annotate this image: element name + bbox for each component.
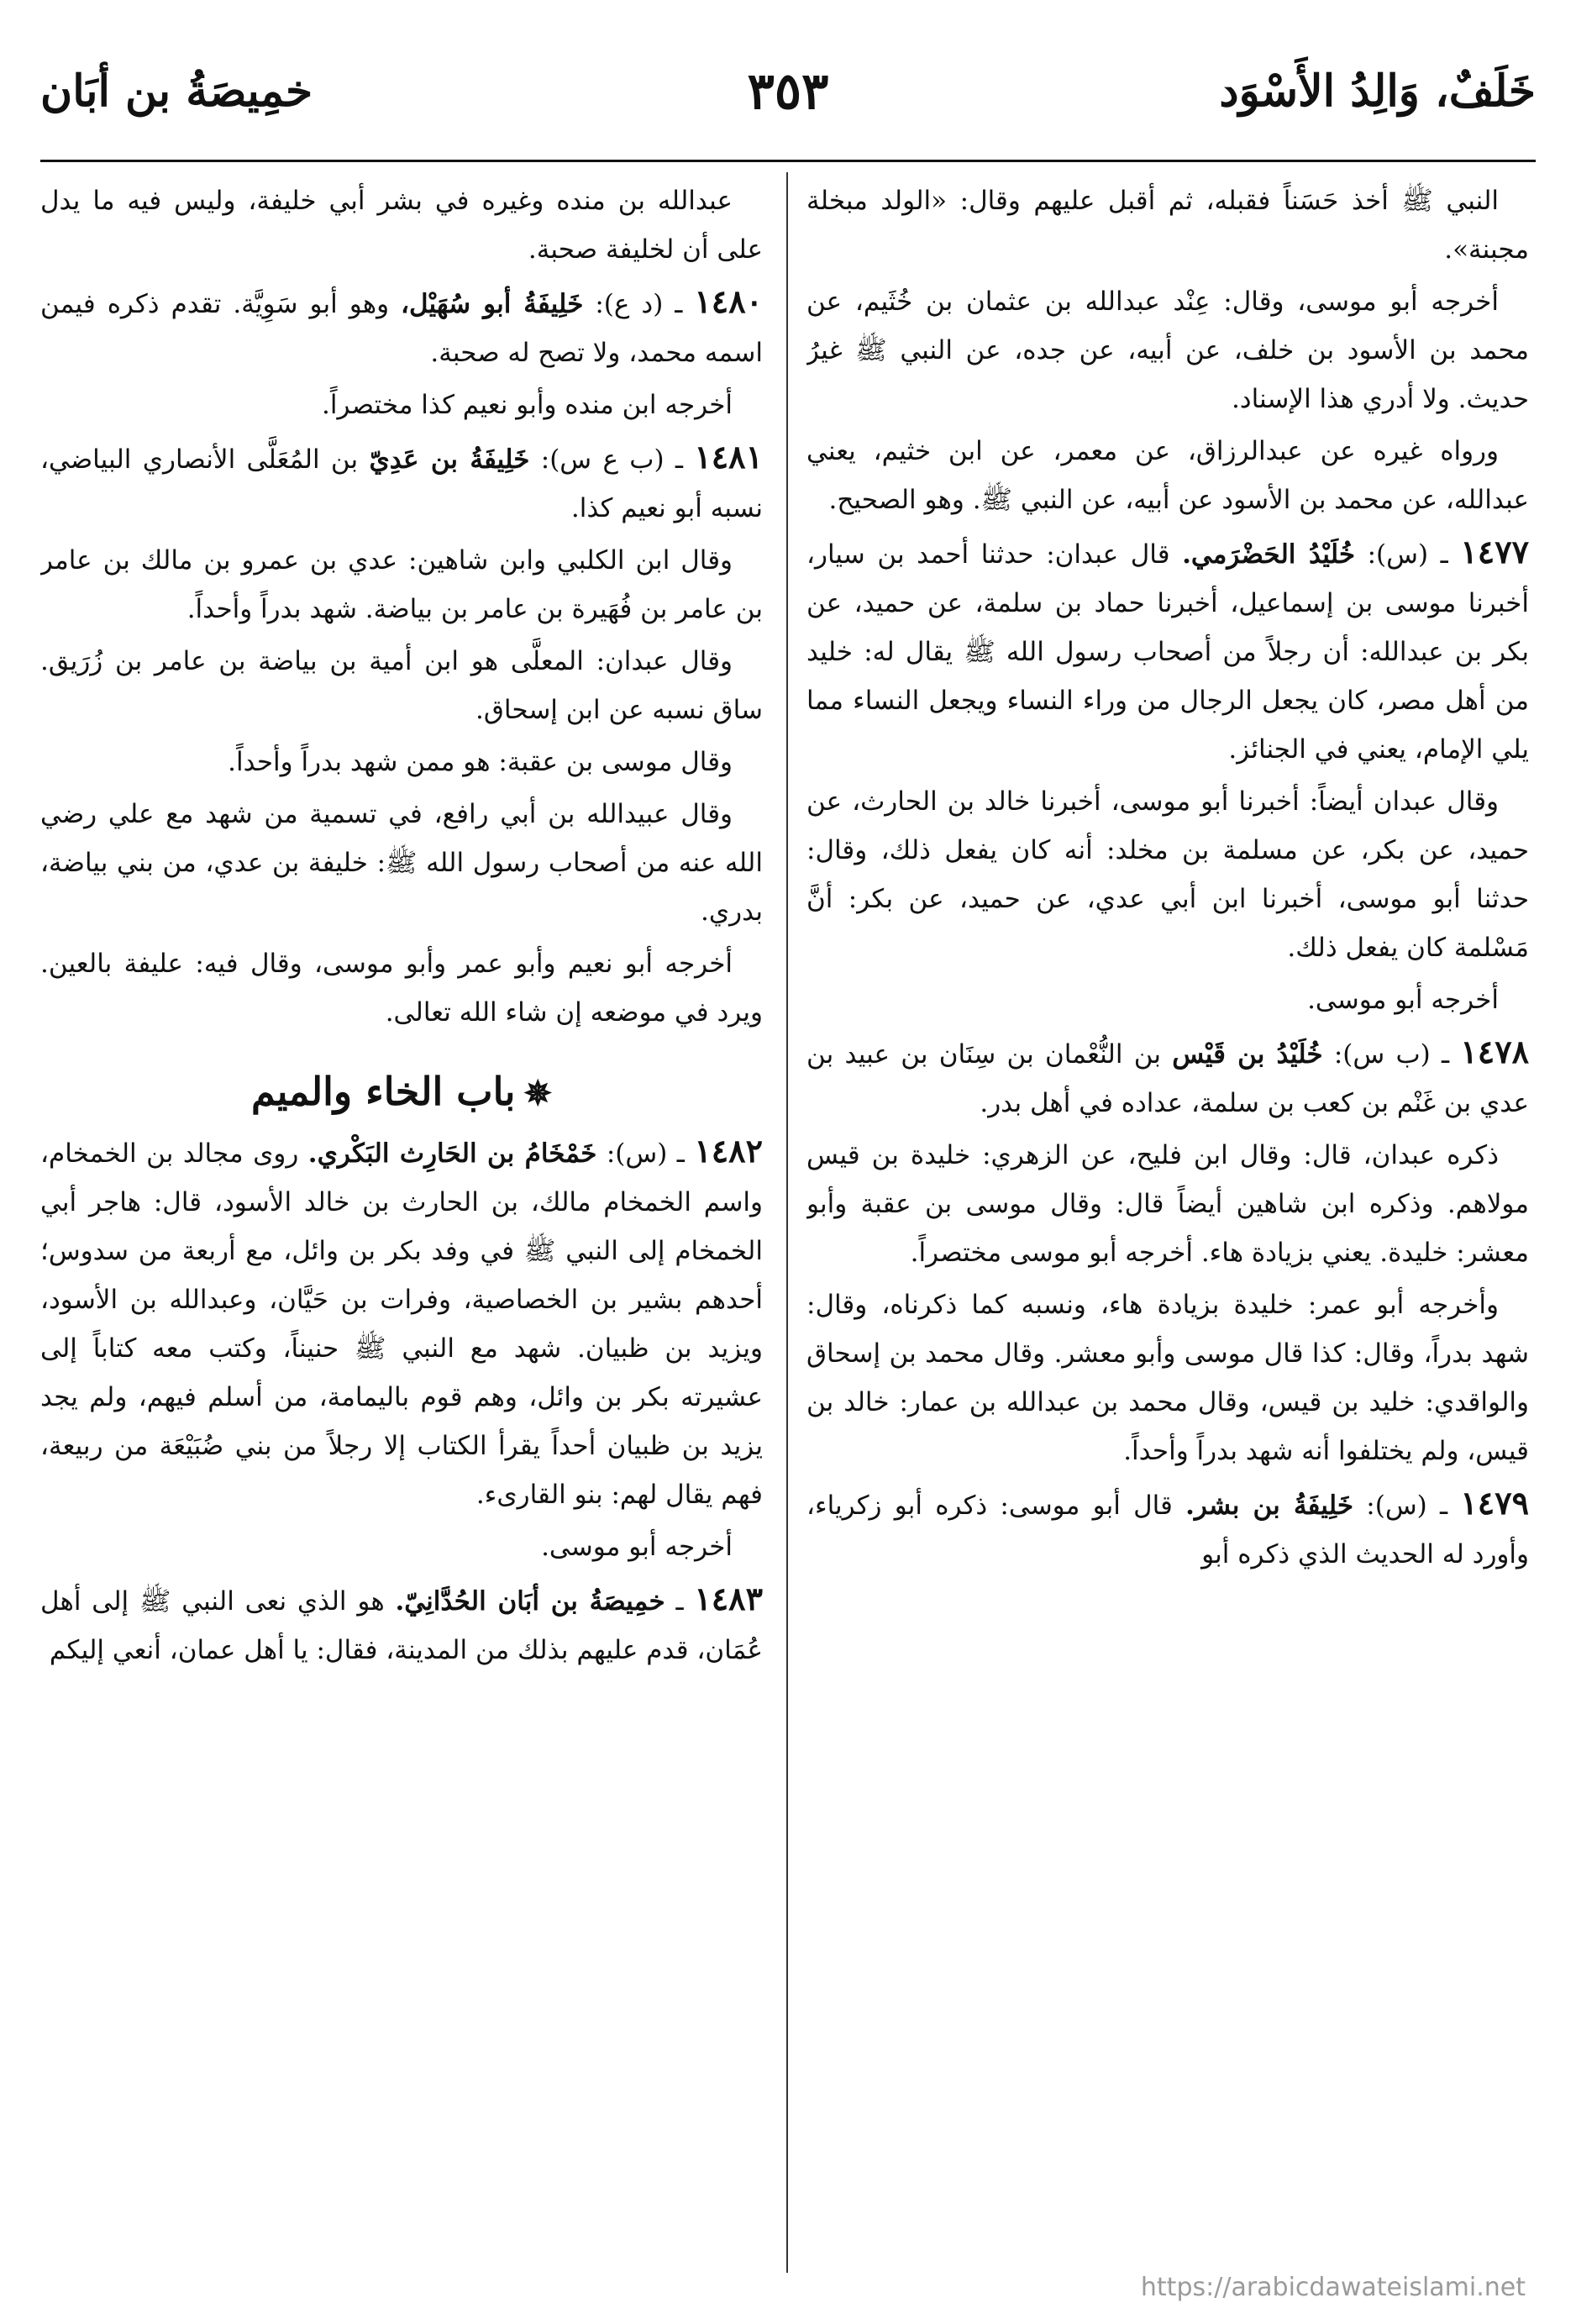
entry-number: ١٤٨١ bbox=[694, 438, 763, 476]
entry-number: ١٤٨٢ bbox=[694, 1132, 763, 1170]
entry-source-code: ـ bbox=[665, 1586, 695, 1617]
paragraph-text: أخرجه أبو موسى. bbox=[541, 1532, 733, 1562]
entry-name: خُلَيْدُ بن قَيْس bbox=[1172, 1039, 1323, 1070]
biography-entry bbox=[806, 528, 1529, 774]
entry-number: ١٤٧٨ bbox=[1460, 1033, 1529, 1070]
paragraph-text: وأخرجه أبو عمر: خليدة بزيادة هاء، ونسبه كما ذكرناه، وقال: شهد بدراً، وقال: كذا قال موسى وأبو معشر. وقال محمد بن إسحاق والواقدي: خليد بن قيس، وقال محمد بن عبدالله بن عمار: خالد بن قيس، ولم يختلفوا أنه شهد بدراً وأحداً. bbox=[806, 1290, 1529, 1466]
entry-name: خُلَيْدُ الحَضْرَمي. bbox=[1182, 539, 1356, 570]
paragraph bbox=[806, 277, 1529, 423]
entry-name: خَلِيفَةُ أبو سُهَيْل، bbox=[401, 289, 584, 319]
entry-source-code: ـ (د ع): bbox=[583, 289, 695, 319]
paragraph bbox=[40, 536, 763, 634]
entry-number: ١٤٧٧ bbox=[1460, 533, 1529, 570]
paragraph-text: النبي ﷺ أخذ حَسَناً فقبله، ثم أقبل عليهم وقال: «الولد مبخلة مجبنة». bbox=[806, 186, 1529, 265]
right-column bbox=[806, 176, 1529, 2277]
biography-entry bbox=[806, 1028, 1529, 1128]
header-rule bbox=[40, 160, 1536, 162]
biography-entry bbox=[40, 1575, 763, 1675]
paragraph bbox=[40, 637, 763, 734]
paragraph-text: عبدالله بن منده وغيره في بشر أبي خليفة، وليس فيه ما يدل على أن لخليفة صحبة. bbox=[40, 186, 763, 265]
paragraph bbox=[40, 939, 763, 1037]
biography-entry bbox=[40, 1127, 763, 1519]
paragraph-text: وقال عبدان أيضاً: أخبرنا أبو موسى، أخبرنا خالد بن الحارث، عن حميد، عن بكر، عن مسلمة بن مخلد: أنه كان يفعل ذلك، وقال: حدثنا أبو موسى، أخبرنا ابن أبي عدي، عن حميد، عن بكر: أنَّ مَسْلمة كان يفعل ذلك. bbox=[806, 786, 1529, 963]
page-number: ٣٥٣ bbox=[747, 62, 829, 121]
paragraph bbox=[40, 381, 763, 429]
paragraph bbox=[40, 738, 763, 786]
paragraph-text: وقال موسى بن عقبة: هو ممن شهد بدراً وأحداً. bbox=[228, 747, 733, 777]
paragraph-text: أخرجه أبو موسى. bbox=[1307, 985, 1499, 1015]
entry-number: ١٤٨٣ bbox=[694, 1580, 763, 1617]
paragraph-text: وقال عبيدالله بن أبي رافع، في تسمية من شهد مع علي رضي الله عنه من أصحاب رسول الله ﷺ: خليفة بن عدي، من بني بياضة، بدري. bbox=[40, 799, 763, 927]
paragraph bbox=[806, 777, 1529, 972]
biography-entry bbox=[40, 277, 763, 377]
entry-source-code: ـ (س): bbox=[596, 1138, 695, 1169]
watermark-url: https://arabicdawateislami.net bbox=[1140, 2273, 1526, 2302]
paragraph bbox=[806, 1131, 1529, 1277]
paragraph-text: وهو أبو سَوِيَّة. تقدم ذكره فيمن اسمه محمد، ولا تصح له صحبة. bbox=[40, 289, 763, 368]
entry-name: خَلِيفَةُ بن بشر. bbox=[1185, 1491, 1354, 1521]
biography-entry bbox=[806, 1479, 1529, 1579]
paragraph-text: ذكره عبدان، قال: وقال ابن فليح، عن الزهري: خليدة بن قيس مولاهم. وذكره ابن شاهين أيضاً قال: وقال موسى بن عقبة وأبو معشر: خليدة. يعني بزيادة هاء. أخرجه أبو موسى مختصراً. bbox=[806, 1140, 1529, 1268]
paragraph bbox=[806, 176, 1529, 274]
paragraph bbox=[40, 1522, 763, 1571]
paragraph bbox=[806, 975, 1529, 1024]
paragraph-text: روى مجالد بن الخمخام، واسم الخمخام مالك، بن الحارث بن خالد الأسود، قال: هاجر أبي الخمخام إلى النبي ﷺ في وفد بكر بن وائل، مع أربعة من سدوس؛ أحدهم بشير بن الخصاصية، وفرات بن حَيَّان، وعبدالله بن الأسود، ويزيد بن ظبيان. شهد مع النبي ﷺ حنيناً، وكتب معه كتاباً إلى عشيرته بكر بن وائل، وهم قوم باليمامة، من أسلم فيهم، ولم يجد يزيد بن ظبيان أحداً يقرأ الكتاب إلا رجلاً من بني ضُبَيْعَة من ربيعة، فهم يقال لهم: بنو القارىء. bbox=[40, 1138, 763, 1510]
paragraph-text: بن المُعَلَّى الأنصاري البياضي، نسبه أبو نعيم كذا. bbox=[40, 444, 763, 523]
paragraph-text: أخرجه أبو نعيم وأبو عمر وأبو موسى، وقال فيه: عليفة بالعين. ويرد في موضعه إن شاء الله تعالى. bbox=[40, 949, 763, 1028]
paragraph-text: وقال عبدان: المعلَّى هو ابن أمية بن بياضة بن عامر بن زُرَيق. ساق نسبه عن ابن إسحاق. bbox=[40, 646, 763, 725]
star-ornament-icon: ✵ bbox=[523, 1074, 552, 1113]
entry-source-code: ـ (ب س): bbox=[1322, 1039, 1461, 1070]
paragraph-text: أخرجه أبو موسى، وقال: عِنْد عبدالله بن عثمان بن خُثَيم، عن محمد بن الأسود بن خلف، عن أبيه، عن جده، عن النبي ﷺ غيرُ حديث. ولا أدري هذا الإسناد. bbox=[806, 287, 1529, 414]
paragraph-text: قال عبدان: حدثنا أحمد بن سيار، أخبرنا موسى بن إسماعيل، أخبرنا حماد بن سلمة، عن حميد، عن بكر بن عبدالله: أن رجلاً من أصحاب رسول الله ﷺ يقال له: خليد من أهل مصر، كان يجعل الرجال من وراء النساء ويجعل النساء مما يلي الإمام، يعني في الجنائز. bbox=[806, 539, 1529, 765]
paragraph-text: هو الذي نعى النبي ﷺ إلى أهل عُمَان، قدم عليهم بذلك من المدينة، فقال: يا أهل عمان، أنعي إليكم bbox=[40, 1586, 763, 1665]
paragraph-text: بن النُّعْمان بن سِنَان بن عبيد بن عدي بن غَنْم بن كعب بن سلمة، عداده في أهل بدر. bbox=[806, 1039, 1529, 1118]
paragraph-text: وقال ابن الكلبي وابن شاهين: عدي بن عمرو بن مالك بن عامر بن عامر بن فُهَيرة بن عامر بن بياضة. شهد بدراً وأحداً. bbox=[40, 545, 763, 624]
biography-entry bbox=[40, 433, 763, 533]
entry-number: ١٤٧٩ bbox=[1460, 1484, 1529, 1522]
paragraph bbox=[40, 790, 763, 936]
left-column bbox=[40, 176, 763, 2277]
paragraph-text: قال أبو موسى: ذكره أبو زكرياء، وأورد له الحديث الذي ذكره أبو bbox=[806, 1491, 1529, 1569]
entry-name: خَمْخَامُ بن الحَارِث البَكْري. bbox=[307, 1138, 597, 1169]
entry-number: ١٤٨٠ bbox=[694, 282, 763, 320]
entry-name: خمِيصَةُ بن أبَان الحُدَّانِيّ. bbox=[395, 1586, 665, 1617]
entry-source-code: ـ (س): bbox=[1353, 1491, 1461, 1521]
running-title-left: خمِيصَةُ بن أبَان bbox=[40, 66, 313, 117]
page-header bbox=[40, 59, 1536, 151]
paragraph bbox=[806, 1280, 1529, 1475]
running-title-right: خَلَفٌ، وَالِدُ الأَسْوَد bbox=[1219, 66, 1536, 117]
paragraph bbox=[806, 427, 1529, 524]
entry-name: خَلِيفَةُ بن عَدِيّ bbox=[369, 444, 530, 475]
paragraph bbox=[40, 176, 763, 274]
entry-source-code: ـ (س): bbox=[1355, 539, 1461, 570]
section-heading-text: باب الخاء والميم bbox=[251, 1069, 516, 1114]
paragraph-text: ورواه غيره عن عبدالرزاق، عن معمر، عن ابن خثيم، يعني عبدالله، عن محمد بن الأسود عن أبيه، عن النبي ﷺ. وهو الصحيح. bbox=[806, 436, 1529, 515]
paragraph-text: أخرجه ابن منده وأبو نعيم كذا مختصراً. bbox=[322, 390, 733, 420]
entry-source-code: ـ (ب ع س): bbox=[529, 444, 695, 475]
column-divider bbox=[786, 172, 788, 2273]
section-heading bbox=[40, 1067, 763, 1118]
